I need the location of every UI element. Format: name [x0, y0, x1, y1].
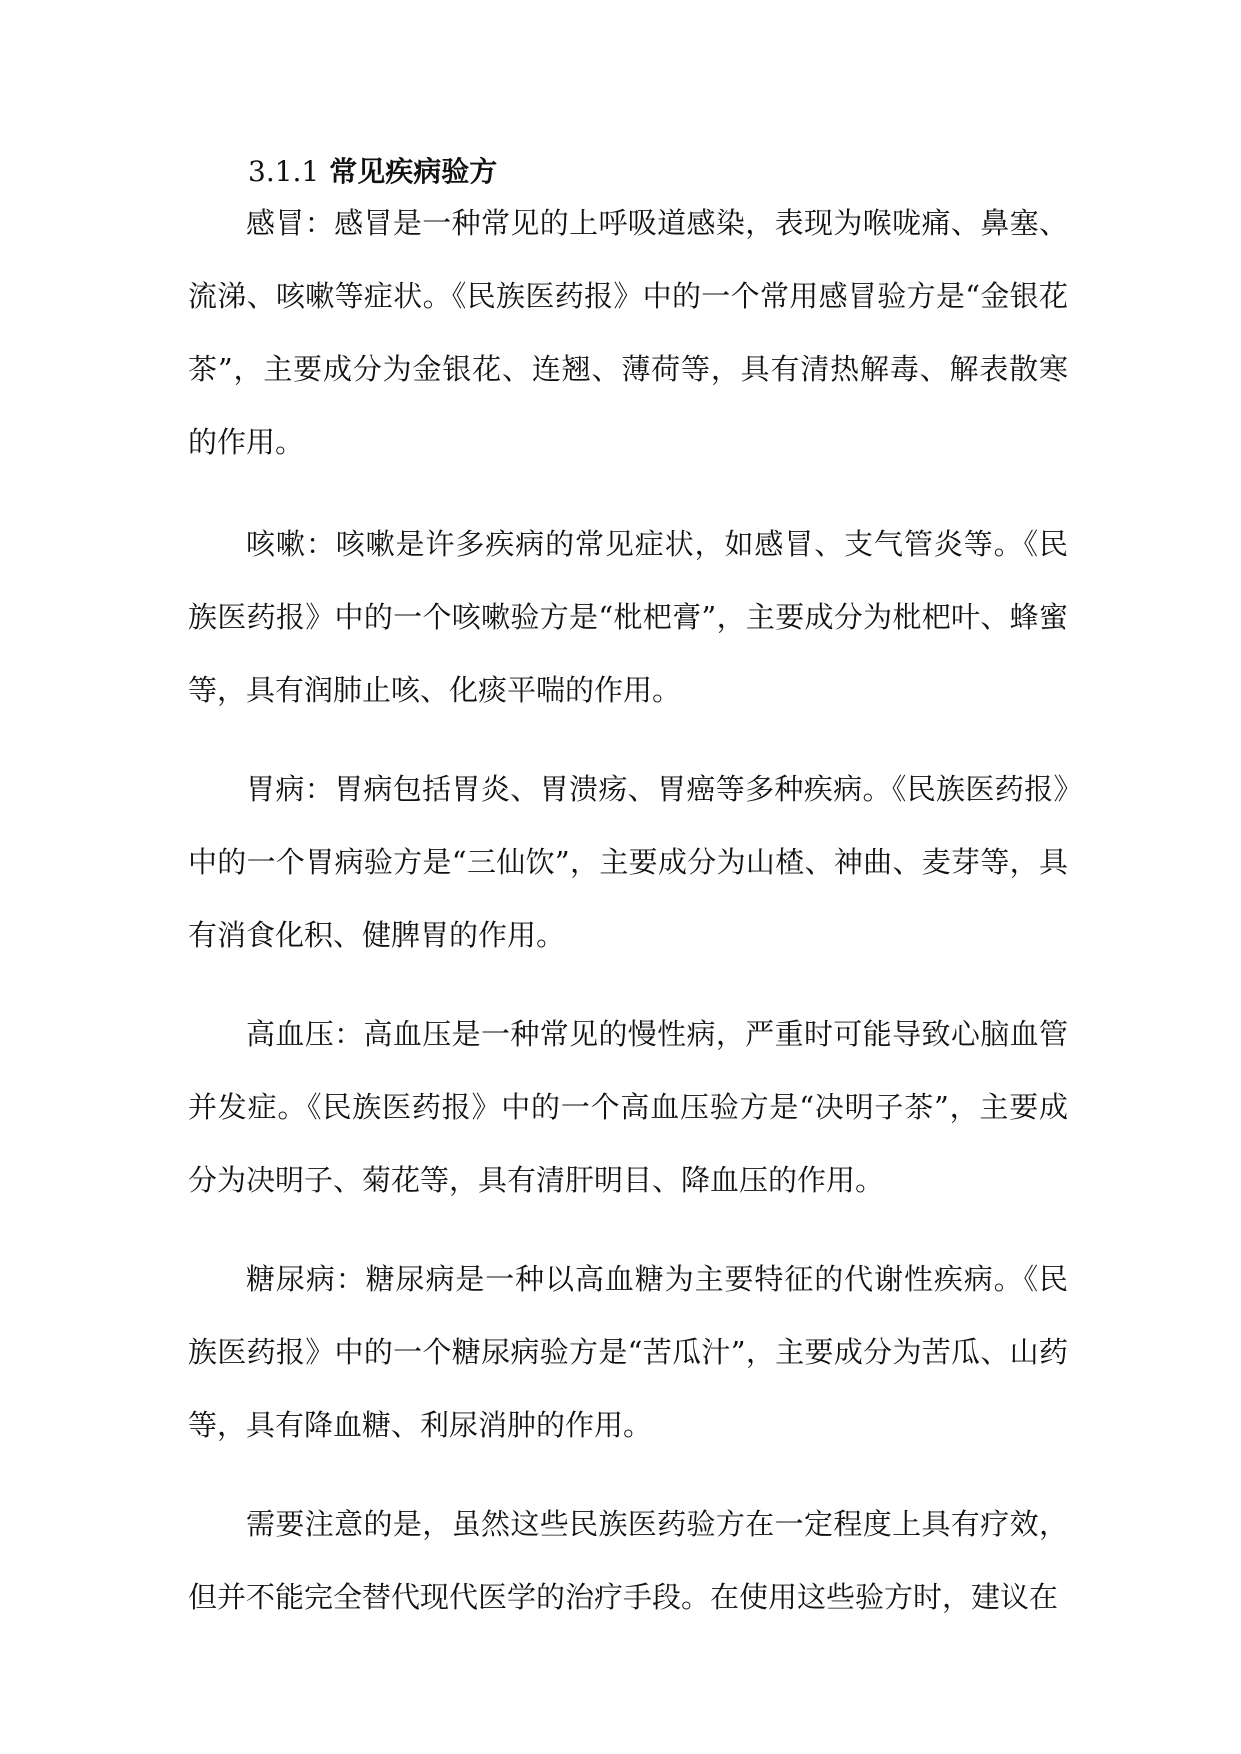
paragraph-hypertension: 高血压：高血压是一种常见的慢性病，严重时可能导致心脑血管并发症。《民族医药报》中的一个高血压验方是“决明子茶”，主要成分为决明子、菊花等，具有清肝明目、降血压的作用。 — [188, 1017, 1068, 1197]
paragraph-cold: 感冒：感冒是一种常见的上呼吸道感染，表现为喉咙痛、鼻塞、流涕、咳嗽等症状。《民族医药报》中的一个常用感冒验方是“金银花茶”，主要成分为金银花、连翘、薄荷等，具有清热解毒、解表散寒的作用。 — [188, 206, 1068, 459]
section-title: 常见疾病验方 — [329, 155, 498, 188]
paragraph-note: 需要注意的是，虽然这些民族医药验方在一定程度上具有疗效，但并不能完全替代现代医学的治疗手段。在使用这些验方时，建议在 — [188, 1507, 1068, 1614]
section-number: 3.1.1 — [248, 155, 320, 188]
paragraph-stomach: 胃病：胃病包括胃炎、胃溃疡、胃癌等多种疾病。《民族医药报》中的一个胃病验方是“三仙饮”，主要成分为山楂、神曲、麦芽等，具有消食化积、健脾胃的作用。 — [188, 772, 1068, 952]
paragraph-cough: 咳嗽：咳嗽是许多疾病的常见症状，如感冒、支气管炎等。《民族医药报》中的一个咳嗽验方是“枇杷膏”，主要成分为枇杷叶、蜂蜜等，具有润肺止咳、化痰平喘的作用。 — [188, 527, 1068, 707]
paragraph-diabetes: 糖尿病：糖尿病是一种以高血糖为主要特征的代谢性疾病。《民族医药报》中的一个糖尿病验方是“苦瓜汁”，主要成分为苦瓜、山药等，具有降血糖、利尿消肿的作用。 — [188, 1262, 1068, 1442]
